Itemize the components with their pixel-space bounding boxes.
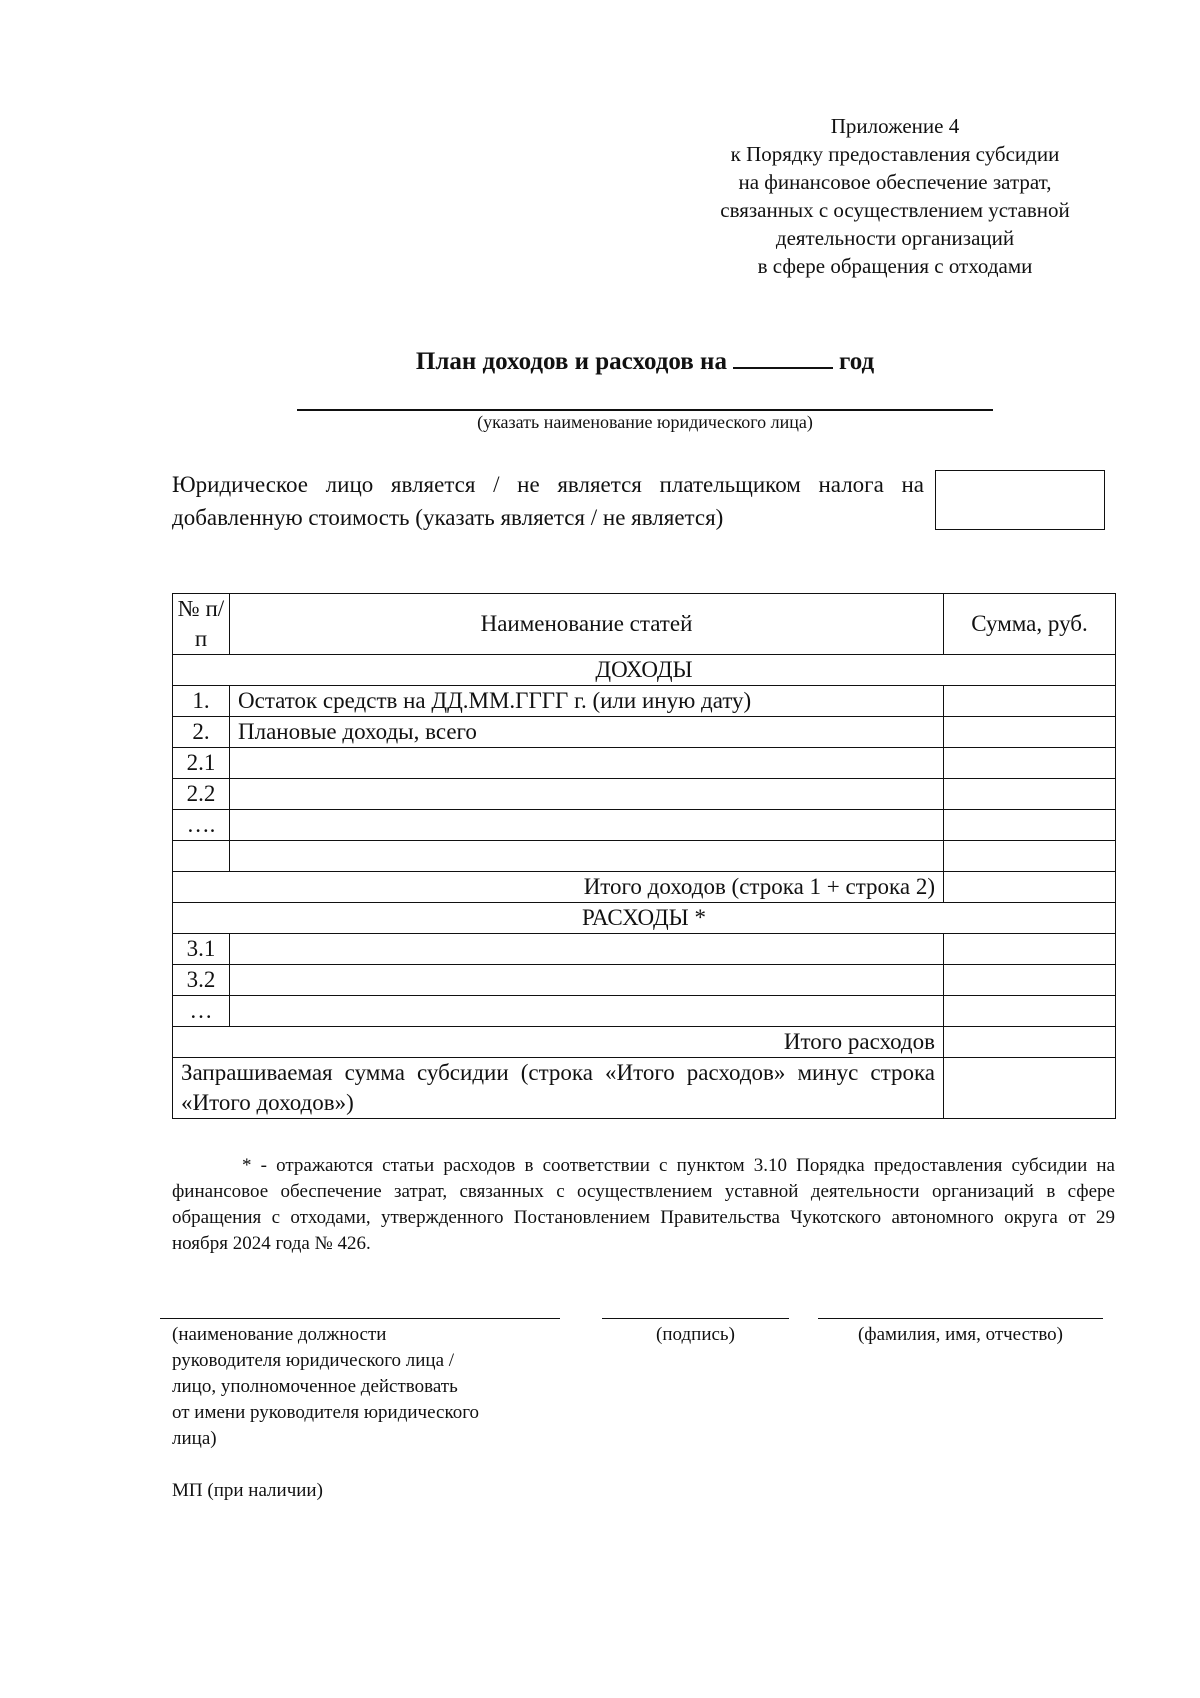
row-name[interactable]: Остаток средств на ДД.ММ.ГГГГ г. (или иную дату): [230, 686, 944, 717]
expense-total-label: Итого расходов: [173, 1027, 944, 1058]
name-caption: (фамилия, имя, отчество): [857, 1324, 1063, 1345]
year-blank[interactable]: [733, 347, 833, 369]
row-name[interactable]: [230, 841, 944, 872]
name-signature-line[interactable]: [818, 1318, 1103, 1319]
expense-section-row: [173, 903, 1116, 934]
position-caption-line: лица): [172, 1428, 217, 1449]
table-header-row: [173, 594, 1116, 655]
row-name[interactable]: Плановые доходы, всего: [230, 717, 944, 748]
page-title: [0, 347, 1200, 376]
appendix-line: связанных с осуществлением уставной: [720, 198, 1070, 222]
table-row: [173, 996, 1116, 1027]
expense-total-sum[interactable]: [944, 1027, 1116, 1058]
row-name[interactable]: [230, 934, 944, 965]
position-caption: [172, 1322, 572, 1452]
income-total-row: [173, 872, 1116, 903]
sign-caption: (подпись): [656, 1324, 735, 1345]
row-sum[interactable]: [944, 779, 1116, 810]
sign-signature-line[interactable]: [602, 1318, 789, 1319]
title-prefix: План доходов и расходов на: [415, 348, 727, 375]
expense-section-label: РАСХОДЫ *: [173, 903, 1116, 934]
org-name-caption: (указать наименование юридического лица): [477, 412, 813, 432]
row-num: …: [173, 996, 230, 1027]
row-name[interactable]: [230, 748, 944, 779]
stamp-placeholder: МП (при наличии): [172, 1480, 323, 1501]
requested-subsidy-label: Запрашиваемая сумма субсидии (строка «Итого расходов» минус строка «Итого доходов»): [173, 1058, 944, 1119]
header-num: № п/п: [173, 594, 230, 655]
row-sum[interactable]: [944, 748, 1116, 779]
table-row: [173, 934, 1116, 965]
position-caption-line: лицо, уполномоченное действовать: [172, 1376, 458, 1397]
row-name[interactable]: [230, 810, 944, 841]
requested-subsidy-sum[interactable]: [944, 1058, 1116, 1119]
position-signature-line[interactable]: [160, 1318, 560, 1319]
row-name[interactable]: [230, 779, 944, 810]
row-sum[interactable]: [944, 934, 1116, 965]
income-section-row: [173, 655, 1116, 686]
table-row: [173, 686, 1116, 717]
vat-statement: Юридическое лицо является / не является плательщиком налога на добавленную стоимость (указать является / не является): [172, 472, 924, 530]
row-sum[interactable]: [944, 965, 1116, 996]
row-sum[interactable]: [944, 717, 1116, 748]
appendix-block: [660, 112, 1130, 280]
income-total-label: Итого доходов (строка 1 + строка 2): [173, 872, 944, 903]
row-num: ….: [173, 810, 230, 841]
header-sum: Сумма, руб.: [944, 594, 1116, 655]
appendix-line: к Порядку предоставления субсидии: [730, 142, 1060, 166]
table-row: [173, 779, 1116, 810]
income-total-sum[interactable]: [944, 872, 1116, 903]
row-sum[interactable]: [944, 810, 1116, 841]
table-row: [173, 748, 1116, 779]
appendix-line: в сфере обращения с отходами: [757, 254, 1033, 278]
appendix-line: деятельности организаций: [775, 226, 1015, 250]
footnote: * - отражаются статьи расходов в соответствии с пунктом 3.10 Порядка предоставления субсидии на финансовое обеспечение затрат, связанных с осуществлением уставной деятельности организаций в сфере обращения с отходами, утвержденного Постановлением Правительства Чукотского автономного округа от 29 ноября 2024 года № 426.: [172, 1155, 1115, 1254]
row-num: [173, 841, 230, 872]
title-suffix: год: [838, 348, 875, 375]
appendix-line: на финансовое обеспечение затрат,: [738, 170, 1052, 194]
position-caption-line: руководителя юридического лица /: [172, 1350, 455, 1371]
table-row: [173, 841, 1116, 872]
row-num: 2.1: [173, 748, 230, 779]
table-row: [173, 717, 1116, 748]
position-caption-line: (наименование должности: [172, 1324, 387, 1345]
income-expense-table: [172, 593, 1116, 1119]
table-row: [173, 810, 1116, 841]
row-num: 2.2: [173, 779, 230, 810]
row-sum[interactable]: [944, 841, 1116, 872]
row-name[interactable]: [230, 996, 944, 1027]
income-section-label: ДОХОДЫ: [173, 655, 1116, 686]
row-name[interactable]: [230, 965, 944, 996]
position-caption-line: от имени руководителя юридического: [172, 1402, 480, 1423]
row-num: 2.: [173, 717, 230, 748]
row-sum[interactable]: [944, 686, 1116, 717]
table-row: [173, 965, 1116, 996]
row-num: 1.: [173, 686, 230, 717]
expense-total-row: [173, 1027, 1116, 1058]
vat-status-box[interactable]: [935, 470, 1105, 530]
row-sum[interactable]: [944, 996, 1116, 1027]
row-num: 3.2: [173, 965, 230, 996]
header-name: Наименование статей: [230, 594, 944, 655]
org-name-line[interactable]: [297, 409, 993, 411]
requested-subsidy-row: [173, 1058, 1116, 1119]
appendix-line: Приложение 4: [830, 114, 960, 138]
row-num: 3.1: [173, 934, 230, 965]
